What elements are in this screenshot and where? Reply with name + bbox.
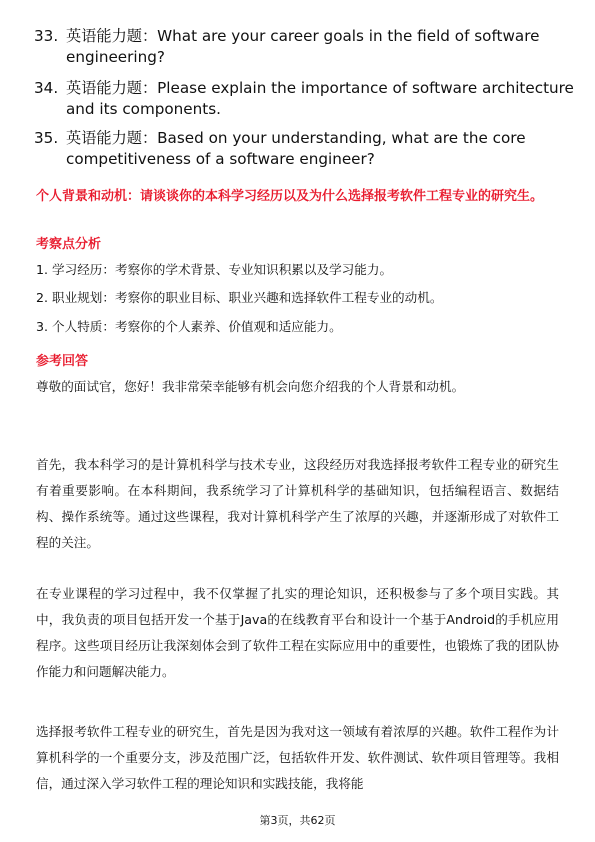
question-text: 英语能力题：What are your career goals in the field of software engineering? [66,27,540,66]
analysis-item: 3. 个人特质：考察你的个人素养、价值观和适应能力。 [36,319,342,334]
question-text: 英语能力题：Please explain the importance of software architecture and its components. [66,79,574,118]
answer-paragraph: 选择报考软件工程专业的研究生，首先是因为我对这一领域有着浓厚的兴趣。软件工程作为计算机科学的一个重要分支，涉及范围广泛，包括软件开发、软件测试、软件项目管理等。我相信，通过深入学习软件工程的理论知识和实践技能，我将能 [36,724,559,791]
question-number: 33. [34,27,59,45]
analysis-item: 1. 学习经历：考察你的学术背景、专业知识积累以及学习能力。 [36,262,393,277]
answer-paragraph: 首先，我本科学习的是计算机科学与技术专业，这段经历对我选择报考软件工程专业的研究生有着重要影响。在本科期间，我系统学习了计算机科学的基础知识，包括编程语言、数据结构、操作系统等。通过这些课程，我对计算机科学产生了浓厚的兴趣，并逐渐形成了对软件工程的关注。 [36,457,559,550]
answer-paragraph: 在专业课程的学习过程中，我不仅掌握了扎实的理论知识，还积极参与了多个项目实践。其中，我负责的项目包括开发一个基于Java的在线教育平台和设计一个基于Android的手机应用程序。这些项目经历让我深刻体会到了软件工程在实际应用中的重要性，也锻炼了我的团队协作能力和问题解决能力。 [36,586,559,679]
answer-heading: 参考回答 [36,354,89,369]
answer-paragraph: 尊敬的面试官，您好！我非常荣幸能够有机会向您介绍我的个人背景和动机。 [36,379,465,394]
question-number: 35. [34,129,59,147]
question-text: 英语能力题：Based on your understanding, what are the core competitiveness of a software engineer? [66,129,526,168]
question-35 [34,128,574,170]
analysis-item: 2. 职业规划：考察你的职业目标、职业兴趣和选择软件工程专业的动机。 [36,290,443,305]
question-34 [34,78,574,120]
question-33 [34,26,574,68]
question-number: 34. [34,79,59,97]
analysis-heading: 考察点分析 [36,237,102,252]
main-question: 个人背景和动机：请谈谈你的本科学习经历以及为什么选择报考软件工程专业的研究生。 [36,189,544,204]
page-footer: 第3页，共62页 [259,814,336,827]
